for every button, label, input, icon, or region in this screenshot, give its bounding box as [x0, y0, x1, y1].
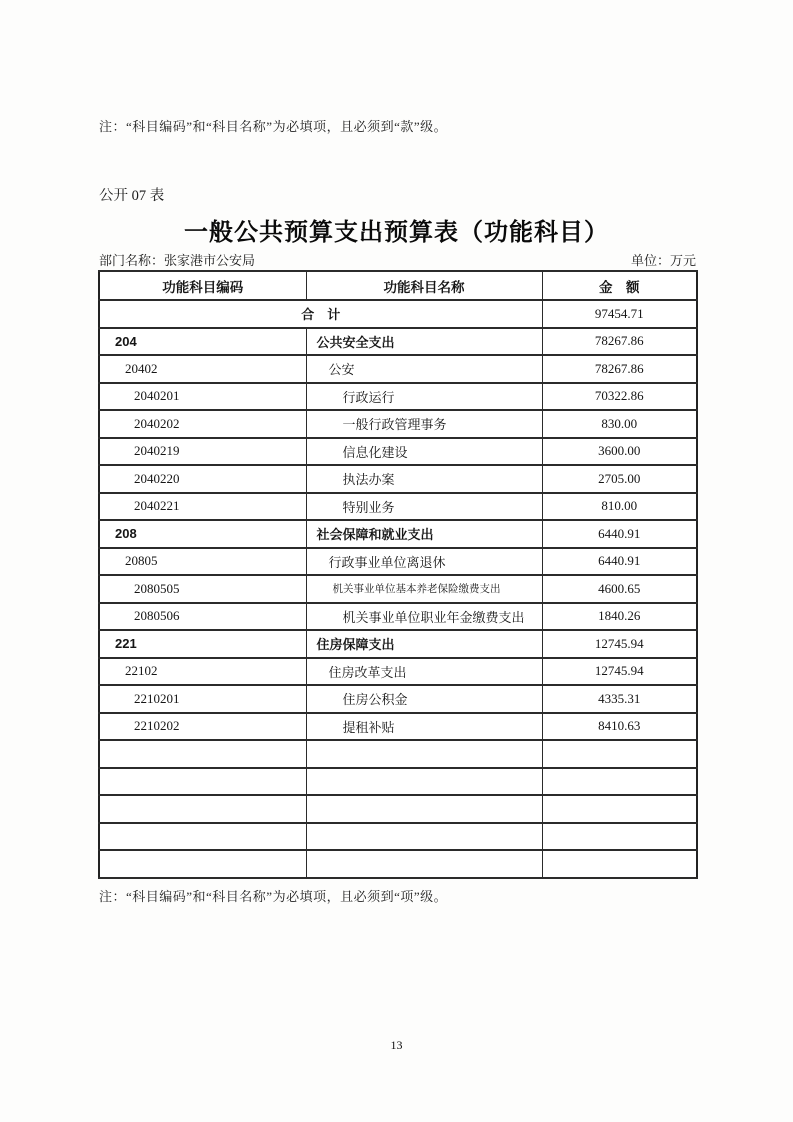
- row-name: 特别业务: [306, 493, 542, 521]
- row-code: 20402: [99, 355, 306, 383]
- row-amount: 4600.65: [542, 575, 697, 603]
- budget-table: [98, 270, 698, 879]
- row-name: 社会保障和就业支出: [306, 520, 542, 548]
- row-amount: 8410.63: [542, 713, 697, 741]
- row-code: 2040202: [99, 410, 306, 438]
- row-amount: [542, 850, 697, 878]
- row-name: 公安: [306, 355, 542, 383]
- table-row: [99, 713, 697, 741]
- header-code: 功能科目编码: [99, 271, 306, 300]
- row-name: 机关事业单位基本养老保险缴费支出: [306, 575, 542, 603]
- empty-table-row: [99, 768, 697, 796]
- row-name: [306, 850, 542, 878]
- table-row: [99, 410, 697, 438]
- row-name: 行政运行: [306, 383, 542, 411]
- table-row: [99, 685, 697, 713]
- table-row: [99, 438, 697, 466]
- row-amount: 2705.00: [542, 465, 697, 493]
- row-code: [99, 795, 306, 823]
- unit-label: 单位：万元: [630, 253, 696, 268]
- row-name: 执法办案: [306, 465, 542, 493]
- top-note: 注：“科目编码”和“科目名称”为必填项，且必须到“款”级。: [99, 119, 448, 134]
- table-row: [99, 603, 697, 631]
- table-row: [99, 355, 697, 383]
- row-code: [99, 823, 306, 851]
- row-code: 20805: [99, 548, 306, 576]
- table-row: [99, 493, 697, 521]
- total-label: 合 计: [99, 300, 542, 328]
- row-code: 208: [99, 520, 306, 548]
- row-code: 2080505: [99, 575, 306, 603]
- row-amount: 1840.26: [542, 603, 697, 631]
- row-name: 提租补贴: [306, 713, 542, 741]
- row-amount: 810.00: [542, 493, 697, 521]
- row-name: 住房公积金: [306, 685, 542, 713]
- row-code: [99, 740, 306, 768]
- row-name: [306, 823, 542, 851]
- empty-table-row: [99, 850, 697, 878]
- row-code: [99, 850, 306, 878]
- row-code: 221: [99, 630, 306, 658]
- row-code: [99, 768, 306, 796]
- row-name: 住房保障支出: [306, 630, 542, 658]
- row-name: 住房改革支出: [306, 658, 542, 686]
- row-amount: [542, 823, 697, 851]
- table-row: [99, 658, 697, 686]
- row-name: 机关事业单位职业年金缴费支出: [306, 603, 542, 631]
- row-amount: [542, 768, 697, 796]
- row-amount: 12745.94: [542, 630, 697, 658]
- row-code: 2210202: [99, 713, 306, 741]
- row-name: 一般行政管理事务: [306, 410, 542, 438]
- row-amount: 6440.91: [542, 520, 697, 548]
- row-amount: 830.00: [542, 410, 697, 438]
- row-name: 行政事业单位离退休: [306, 548, 542, 576]
- budget-table-body: [99, 300, 697, 878]
- table-meta-row: [99, 250, 696, 269]
- row-code: 2210201: [99, 685, 306, 713]
- table-row: [99, 328, 697, 356]
- table-row: [99, 548, 697, 576]
- table-row: [99, 383, 697, 411]
- row-name: [306, 795, 542, 823]
- table-number-label: 公开 07 表: [99, 188, 165, 204]
- header-name: 功能科目名称: [306, 271, 542, 300]
- page-number: 13: [390, 1038, 403, 1052]
- bottom-note: 注：“科目编码”和“科目名称”为必填项，且必须到“项”级。: [99, 889, 448, 904]
- row-amount: 78267.86: [542, 328, 697, 356]
- row-name: [306, 768, 542, 796]
- row-amount: 3600.00: [542, 438, 697, 466]
- row-name: 信息化建设: [306, 438, 542, 466]
- row-code: 22102: [99, 658, 306, 686]
- row-amount: 12745.94: [542, 658, 697, 686]
- empty-table-row: [99, 795, 697, 823]
- row-code: 204: [99, 328, 306, 356]
- row-amount: [542, 740, 697, 768]
- department-name-label: 部门名称：张家港市公安局: [99, 253, 256, 268]
- row-amount: 78267.86: [542, 355, 697, 383]
- page-title: 一般公共预算支出预算表（功能科目）: [184, 219, 609, 246]
- table-row: [99, 575, 697, 603]
- row-code: 2040221: [99, 493, 306, 521]
- row-code: 2080506: [99, 603, 306, 631]
- row-code: 2040220: [99, 465, 306, 493]
- table-row: [99, 630, 697, 658]
- row-amount: 70322.86: [542, 383, 697, 411]
- empty-table-row: [99, 740, 697, 768]
- row-code: 2040201: [99, 383, 306, 411]
- row-amount: 4335.31: [542, 685, 697, 713]
- table-row: [99, 465, 697, 493]
- header-amount: 金 额: [542, 271, 697, 300]
- table-header-row: [99, 271, 697, 300]
- row-name: 公共安全支出: [306, 328, 542, 356]
- row-code: 2040219: [99, 438, 306, 466]
- empty-table-row: [99, 823, 697, 851]
- table-row: [99, 520, 697, 548]
- row-amount: [542, 795, 697, 823]
- row-amount: 6440.91: [542, 548, 697, 576]
- total-amount: 97454.71: [542, 300, 697, 328]
- total-row: [99, 300, 697, 328]
- row-name: [306, 740, 542, 768]
